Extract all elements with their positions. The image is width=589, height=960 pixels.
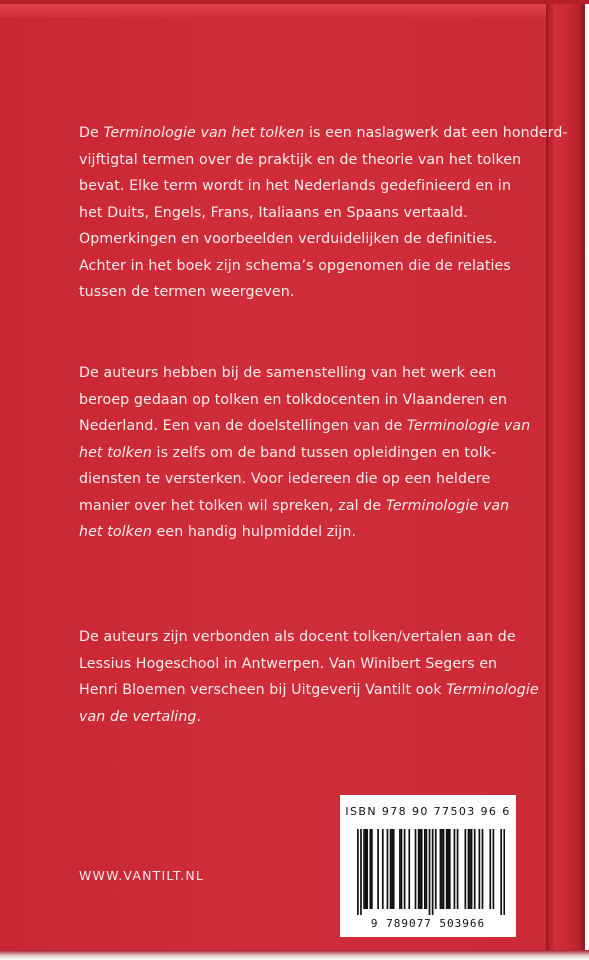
publisher-website: WWW.VANTILT.NL bbox=[79, 868, 205, 883]
barcode-bar bbox=[366, 829, 368, 909]
barcode-bar bbox=[432, 829, 434, 915]
text-line bbox=[79, 147, 524, 174]
text-line bbox=[79, 413, 531, 440]
barcode-bar bbox=[415, 829, 417, 909]
barcode-bar bbox=[391, 829, 393, 909]
text-line bbox=[79, 651, 524, 678]
barcode-bar bbox=[429, 829, 431, 915]
barcode-bar bbox=[503, 829, 505, 915]
barcode-bar bbox=[441, 829, 443, 909]
blurb-paragraph-2 bbox=[79, 360, 531, 546]
spine bbox=[554, 0, 581, 955]
barcode-bar bbox=[464, 829, 466, 909]
barcode-bar bbox=[471, 829, 473, 909]
barcode-bar bbox=[424, 829, 426, 909]
top-rim bbox=[0, 0, 589, 4]
barcode-bar bbox=[360, 829, 362, 915]
barcode-bar bbox=[404, 829, 406, 909]
barcode-bar bbox=[440, 829, 442, 909]
text-line bbox=[79, 440, 524, 467]
barcode-bar bbox=[457, 829, 459, 909]
barcode-bar bbox=[482, 829, 484, 909]
text-line bbox=[79, 279, 524, 306]
spine-right-edge bbox=[581, 0, 585, 955]
text-run: tussen de termen weergeven. bbox=[79, 284, 295, 300]
text-run: De auteurs hebben bij de samenstelling van het werk een bbox=[79, 365, 497, 381]
text-line bbox=[79, 493, 524, 520]
text-run: vijftigtal termen over de praktijk en de theorie van het tolken bbox=[79, 151, 522, 168]
text-line bbox=[79, 624, 524, 651]
text-line bbox=[79, 360, 524, 387]
barcode-bar bbox=[493, 829, 495, 909]
barcode-bar bbox=[382, 829, 384, 909]
barcode-bar bbox=[419, 829, 421, 909]
barcode-bar bbox=[449, 829, 451, 909]
barcode-label bbox=[340, 795, 516, 937]
text-run: een handig hulpmiddel zijn. bbox=[151, 524, 357, 540]
text-line bbox=[79, 704, 524, 731]
text-line bbox=[79, 677, 539, 704]
text-line bbox=[79, 387, 524, 414]
text-line bbox=[79, 466, 524, 493]
spine-edge bbox=[546, 0, 554, 955]
barcode-bar bbox=[363, 829, 365, 909]
barcode-bar bbox=[421, 829, 423, 909]
barcode-bar bbox=[418, 829, 420, 909]
barcode-bar bbox=[426, 829, 428, 909]
barcode-bar bbox=[401, 829, 403, 909]
text-line bbox=[79, 253, 524, 280]
text-run: De bbox=[79, 125, 104, 141]
barcode-bar bbox=[489, 829, 491, 909]
italic-title-run: Terminologie bbox=[446, 682, 539, 698]
barcode-bar bbox=[365, 829, 367, 909]
text-line bbox=[79, 200, 524, 227]
barcode-bar bbox=[371, 829, 373, 909]
barcode-bar bbox=[390, 829, 392, 909]
text-run: . bbox=[196, 708, 202, 725]
barcode-bar bbox=[399, 829, 401, 909]
barcode-bar bbox=[479, 829, 481, 909]
italic-title-run: Terminologie van bbox=[385, 497, 510, 514]
italic-title-run: Terminologie van bbox=[406, 418, 531, 434]
italic-title-run: het tolken bbox=[79, 444, 152, 461]
barcode-bar bbox=[369, 829, 371, 909]
barcode-bar bbox=[469, 829, 471, 909]
blurb-paragraph-1 bbox=[79, 120, 568, 306]
barcode-bar bbox=[500, 829, 502, 915]
text-run: Nederland. Een van de doelstellingen van de bbox=[79, 418, 407, 434]
text-run: De auteurs zijn verbonden als docent tolken/vertalen aan de bbox=[79, 629, 516, 645]
barcode-icon bbox=[357, 829, 505, 915]
text-run: manier over het tolken wil spreken, zal de bbox=[79, 497, 386, 514]
barcode-bar bbox=[474, 829, 476, 909]
text-run: Achter in het boek zijn schema’s opgenomen die de relaties bbox=[79, 257, 511, 274]
barcode-bar bbox=[377, 829, 379, 909]
text-line bbox=[79, 120, 568, 147]
text-run: bevat. Elke term wordt in het Nederlands gedefinieerd en in bbox=[79, 178, 512, 194]
italic-title-run: van de vertaling bbox=[79, 708, 197, 725]
text-run: het Duits, Engels, Frans, Italiaans en Spaans vertaald. bbox=[79, 204, 468, 221]
text-run: Lessius Hogeschool in Antwerpen. Van Winibert Segers en bbox=[79, 655, 498, 672]
author-paragraph bbox=[79, 624, 539, 730]
text-run: Opmerkingen en voorbeelden verduidelijken de definities. bbox=[79, 231, 498, 247]
text-run: is zelfs om de band tussen opleidingen en tolk- bbox=[151, 444, 497, 461]
text-run: beroep gedaan op tolken en tolkdocenten in Vlaanderen en bbox=[79, 391, 508, 408]
barcode-bar bbox=[435, 829, 437, 909]
barcode-bar bbox=[443, 829, 445, 909]
barcode-bar bbox=[387, 829, 389, 909]
barcode-bar bbox=[408, 829, 410, 909]
isbn-text: ISBN 978 90 77503 96 6 bbox=[345, 805, 511, 818]
text-line bbox=[79, 173, 524, 200]
barcode-bar bbox=[446, 829, 448, 909]
italic-title-run: Terminologie van het tolken bbox=[103, 125, 305, 141]
barcode-bar bbox=[468, 829, 470, 909]
barcode-bar bbox=[447, 829, 449, 909]
italic-title-run: het tolken bbox=[79, 524, 152, 540]
ean-number: 9 789077 503966 bbox=[370, 917, 486, 930]
barcode-bar bbox=[393, 829, 395, 909]
barcode-bar bbox=[454, 829, 456, 909]
text-run: Henri Bloemen verscheen bij Uitgeverij Vantilt ook bbox=[79, 682, 447, 698]
text-run: diensten te versterken. Voor iedereen die op een heldere bbox=[79, 471, 491, 487]
text-run: is een naslagwerk dat een honderd- bbox=[304, 125, 568, 141]
barcode-bar bbox=[357, 829, 359, 915]
text-line bbox=[79, 226, 524, 253]
bottom-rim bbox=[0, 950, 589, 960]
text-line bbox=[79, 519, 524, 546]
